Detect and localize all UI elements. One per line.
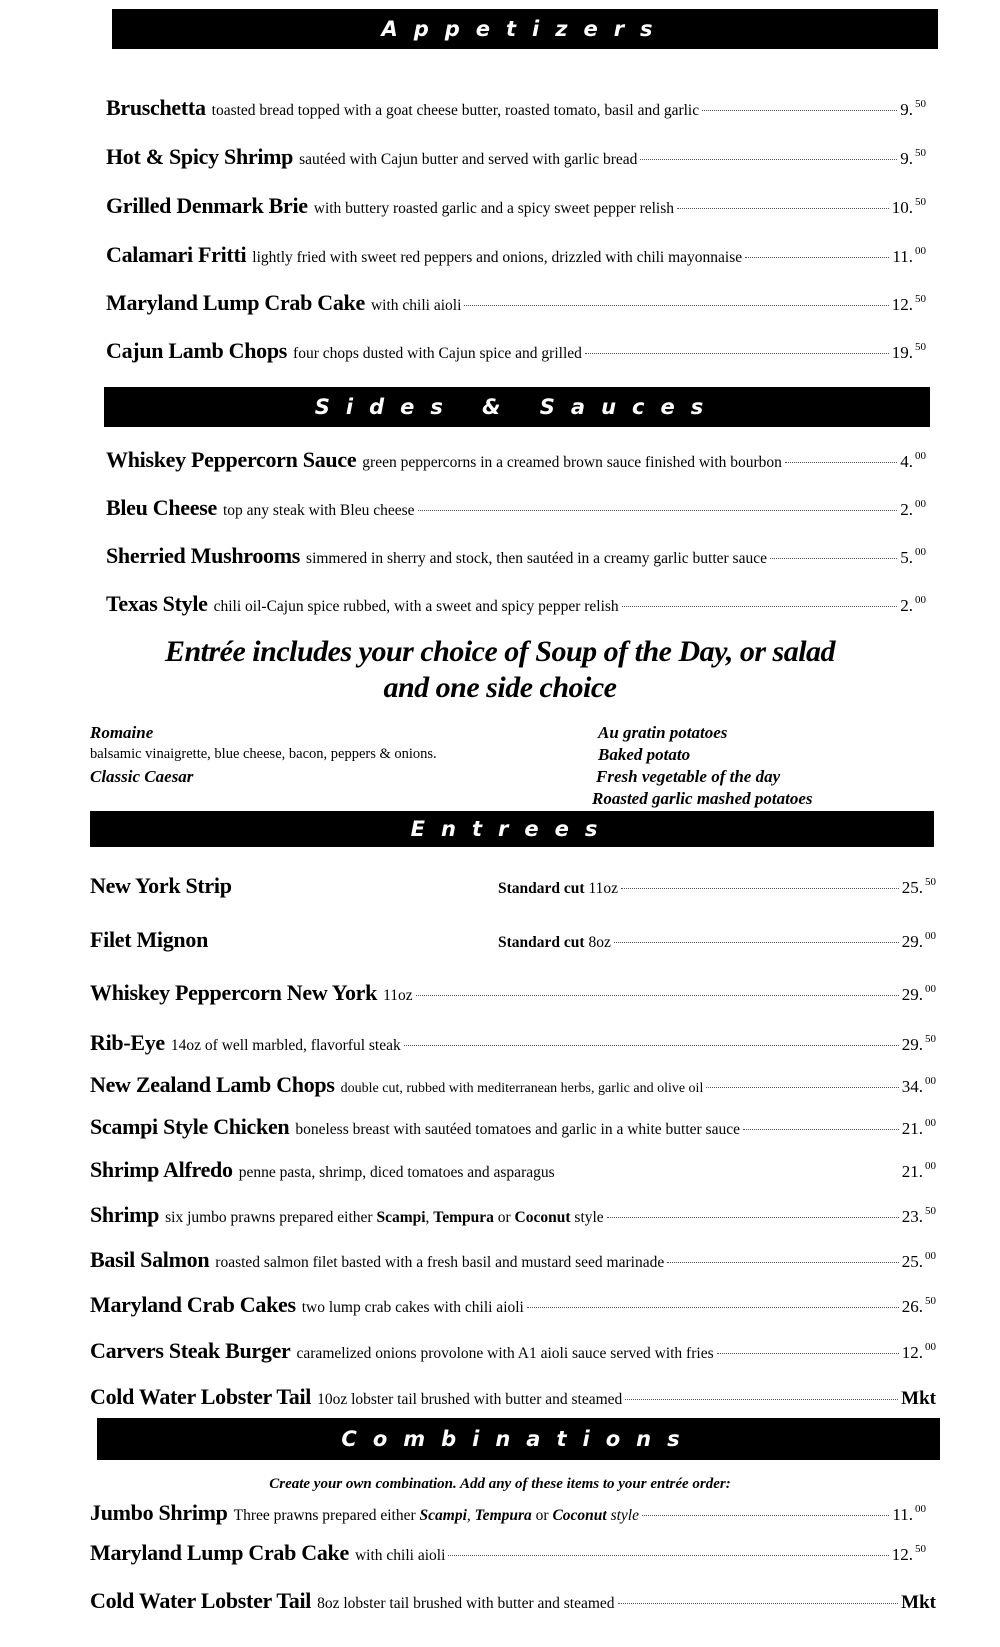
dot-leader [448, 1555, 888, 1556]
menu-item-shrimp [90, 1202, 936, 1228]
menu-item-bruschetta [106, 95, 926, 121]
item-price: 11. $^{00}$ [892, 245, 926, 266]
item-price: 12. $^{50}$ [891, 293, 926, 314]
item-description: caramelized onions provolone with A1 aioli sauce served with fries [296, 1345, 714, 1362]
section-header-appetizers [112, 9, 938, 49]
menu-item-calamari [106, 242, 926, 268]
side-option-vegetable: Fresh vegetable of the day [596, 767, 781, 786]
dot-leader [418, 510, 898, 511]
item-price: 12. $^{50}$ [891, 1543, 926, 1564]
section-header-entrees [90, 811, 934, 847]
item-description: with chili aioli [354, 1547, 446, 1564]
item-price: 34. $^{00}$ [901, 1075, 936, 1096]
item-name: Basil Salmon [90, 1247, 210, 1272]
section-title: Sides & Sauces [314, 395, 720, 419]
entree-includes-notice [0, 634, 1000, 706]
item-price: 5. $^{00}$ [900, 546, 926, 567]
item-name: New York Strip [90, 873, 232, 898]
item-price: 10. $^{50}$ [891, 196, 926, 217]
dot-leader [527, 1307, 899, 1308]
item-description: 8oz lobster tail brushed with butter and steamed [317, 1595, 615, 1612]
item-description: roasted salmon filet basted with a fresh basil and mustard seed marinade [215, 1254, 665, 1271]
item-price: 29. $^{00}$ [901, 983, 936, 1004]
menu-item-sherried-mushrooms [106, 543, 926, 569]
item-name: Maryland Lump Crab Cake [106, 290, 365, 315]
item-description: six jumbo prawns prepared either Scampi, Tempura or Coconut style [165, 1209, 604, 1226]
item-name: Whiskey Peppercorn Sauce [106, 447, 357, 472]
side-option-au-gratin: Au gratin potatoes [598, 723, 728, 742]
salad-option-caesar: Classic Caesar [90, 767, 194, 786]
menu-item-hot-spicy-shrimp [106, 144, 926, 170]
salad-option-romaine-desc: balsamic vinaigrette, blue cheese, bacon, peppers & onions. [90, 746, 437, 762]
item-price: 9. $^{50}$ [900, 147, 926, 168]
item-description: 14oz of well marbled, flavorful steak [170, 1037, 401, 1054]
section-title: Appetizers [381, 17, 669, 41]
item-name: Whiskey Peppercorn New York [90, 980, 378, 1005]
side-option-baked-potato: Baked potato [598, 745, 691, 764]
item-description: penne pasta, shrimp, diced tomatoes and asparagus [238, 1164, 555, 1181]
menu-item-ribeye [90, 1030, 936, 1056]
salad-option-romaine: Romaine [90, 723, 154, 742]
dot-leader [717, 1353, 899, 1354]
item-cut: Standard cut 11oz [498, 880, 618, 897]
item-description: simmered in sherry and stock, then sautéed in a creamy garlic butter sauce [306, 550, 767, 567]
item-description: two lump crab cakes with chili aioli [301, 1299, 524, 1316]
combinations-note: Create your own combination. Add any of these items to your entrée order: [269, 1476, 731, 1492]
dot-leader [621, 888, 899, 889]
menu-item-shrimp-alfredo [90, 1157, 936, 1183]
item-price: 12. $^{00}$ [901, 1341, 936, 1362]
menu-item-texas-style [106, 591, 926, 617]
dot-leader [607, 1217, 899, 1218]
menu-item-bleu-cheese [106, 495, 926, 521]
item-description: with chili aioli [370, 297, 462, 314]
dot-leader [404, 1045, 899, 1046]
dot-leader [640, 159, 897, 160]
item-name: Hot & Spicy Shrimp [106, 144, 294, 169]
dot-leader [667, 1262, 899, 1263]
item-price: 26. $^{50}$ [901, 1295, 936, 1316]
item-price: Mkt [901, 1388, 936, 1409]
item-price: Mkt [901, 1592, 936, 1613]
item-name: Jumbo Shrimp [90, 1500, 228, 1525]
menu-item-whiskey-ny [90, 980, 936, 1006]
item-price: 25. $^{00}$ [901, 1250, 936, 1271]
item-name: Cajun Lamb Chops [106, 338, 288, 363]
dot-leader [464, 305, 888, 306]
item-description: 10oz lobster tail brushed with butter and steamed [317, 1391, 623, 1408]
item-description: top any steak with Bleu cheese [222, 502, 415, 519]
item-price: 2. $^{00}$ [900, 498, 926, 519]
item-description: double cut, rubbed with mediterranean herbs, garlic and olive oil [340, 1081, 704, 1096]
notice-line-1: Entrée includes your choice of Soup of the Day, or salad [164, 635, 836, 668]
section-title: Entrees [410, 817, 614, 841]
item-name: Sherried Mushrooms [106, 543, 301, 568]
menu-item-lamb-chops [90, 1072, 936, 1098]
dot-leader [618, 1603, 899, 1604]
item-name: Shrimp Alfredo [90, 1157, 233, 1182]
dot-leader [785, 462, 897, 463]
item-description: 11oz [383, 987, 413, 1004]
item-description: with buttery roasted garlic and a spicy sweet pepper relish [313, 200, 675, 217]
menu-item-steak-burger [90, 1338, 936, 1364]
item-price: 4. $^{00}$ [900, 450, 926, 471]
menu-item-filet-mignon [90, 927, 936, 953]
item-name: Texas Style [106, 591, 208, 616]
dot-leader [622, 606, 898, 607]
item-name: Shrimp [90, 1202, 160, 1227]
item-description: lightly fried with sweet red peppers and onions, drizzled with chili mayonnaise [252, 249, 743, 266]
menu-item-crab-cake [106, 290, 926, 316]
dot-leader [558, 1172, 899, 1173]
item-cut: Standard cut 8oz [498, 934, 611, 951]
side-option-mashed: Roasted garlic mashed potatoes [592, 789, 813, 808]
section-title: Combinations [341, 1427, 696, 1451]
item-description: four chops dusted with Cajun spice and grilled [293, 345, 582, 362]
notice-line-2: and one side choice [383, 671, 617, 704]
section-header-combinations [97, 1418, 940, 1460]
item-price: 23. $^{50}$ [901, 1205, 936, 1226]
item-price: 25. $^{50}$ [901, 876, 936, 897]
dot-leader [614, 942, 899, 943]
item-name: Filet Mignon [90, 927, 209, 952]
item-description: toasted bread topped with a goat cheese butter, roasted tomato, basil and garlic [211, 102, 700, 119]
item-description: Three prawns prepared either Scampi, Tempura or Coconut style [233, 1507, 639, 1524]
dot-leader [706, 1087, 898, 1088]
item-name: Cold Water Lobster Tail [90, 1588, 312, 1613]
menu-item-ny-strip [90, 873, 936, 899]
dot-leader [745, 257, 889, 258]
menu-item-crab-cakes [90, 1292, 936, 1318]
item-name: New Zealand Lamb Chops [90, 1072, 335, 1097]
item-price: 11. $^{00}$ [892, 1503, 926, 1524]
item-name: Maryland Lump Crab Cake [90, 1540, 349, 1565]
dot-leader [585, 353, 889, 354]
dot-leader [625, 1399, 898, 1400]
menu-item-scampi-chicken [90, 1114, 936, 1140]
dot-leader [702, 110, 897, 111]
item-name: Rib-Eye [90, 1030, 165, 1055]
item-name: Calamari Fritti [106, 242, 247, 267]
item-price: 2. $^{00}$ [900, 594, 926, 615]
item-name: Scampi Style Chicken [90, 1114, 290, 1139]
dot-leader [770, 558, 897, 559]
item-name: Bruschetta [106, 95, 206, 120]
item-price: 9. $^{50}$ [900, 98, 926, 119]
item-name: Bleu Cheese [106, 495, 217, 520]
item-price: 21. $^{00}$ [901, 1160, 936, 1181]
menu-item-whiskey-sauce [106, 447, 926, 473]
section-header-sides [104, 387, 930, 427]
menu-item-grilled-brie [106, 193, 926, 219]
item-description: boneless breast with sautéed tomatoes and garlic in a white butter sauce [295, 1121, 740, 1138]
dot-leader [677, 208, 889, 209]
item-price: 21. $^{00}$ [901, 1117, 936, 1138]
menu-item-basil-salmon [90, 1247, 936, 1273]
combo-item-jumbo-shrimp [90, 1500, 926, 1526]
item-name: Carvers Steak Burger [90, 1338, 291, 1363]
item-name: Grilled Denmark Brie [106, 193, 308, 218]
dot-leader [743, 1129, 899, 1130]
item-name: Cold Water Lobster Tail [90, 1384, 312, 1409]
item-price: 29. $^{00}$ [901, 930, 936, 951]
dot-leader [642, 1515, 889, 1516]
item-name: Maryland Crab Cakes [90, 1292, 296, 1317]
item-price: 19. $^{50}$ [891, 341, 926, 362]
menu-item-cajun-lamb [106, 338, 926, 364]
item-price: 29. $^{50}$ [901, 1033, 936, 1054]
combo-item-lobster-tail [90, 1588, 936, 1614]
item-description: chili oil-Cajun spice rubbed, with a sweet and spicy pepper relish [213, 598, 619, 615]
item-description: green peppercorns in a creamed brown sauce finished with bourbon [362, 454, 782, 471]
item-description: sautéed with Cajun butter and served with garlic bread [299, 151, 638, 168]
menu-item-lobster-tail [90, 1384, 936, 1410]
combo-item-crab-cake [90, 1540, 926, 1566]
dot-leader [416, 995, 899, 996]
